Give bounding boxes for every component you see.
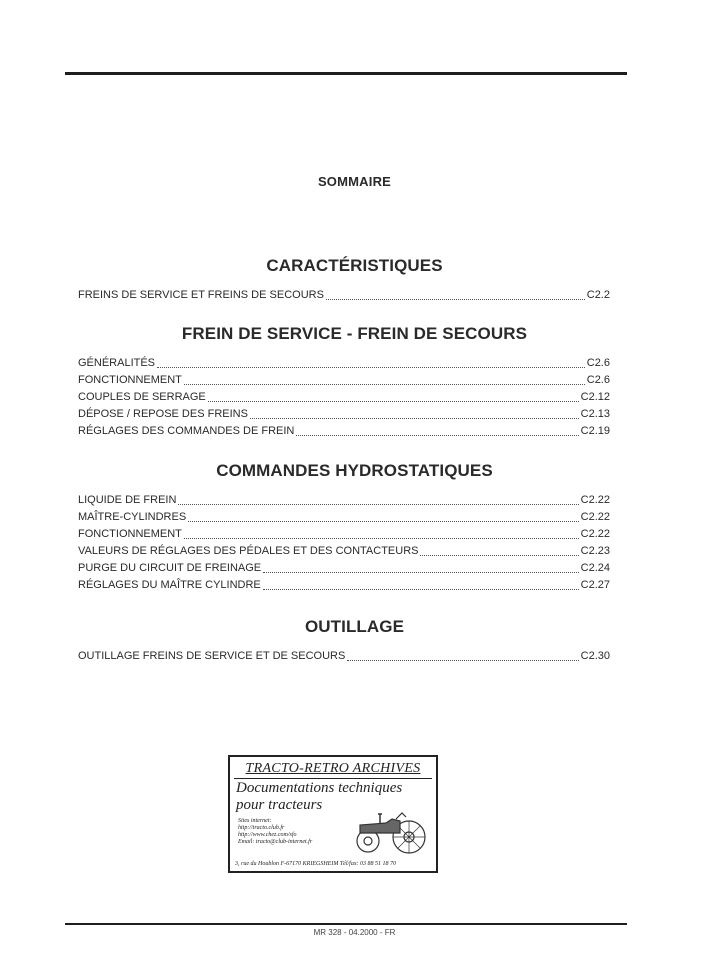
- toc-entry-page: C2.23: [580, 545, 610, 557]
- toc-entry: [78, 528, 610, 542]
- archive-stamp: [228, 755, 438, 873]
- section-heading: CARACTÉRISTIQUES: [266, 256, 443, 275]
- toc-entry: [78, 374, 610, 388]
- section-caracteristiques: [0, 256, 709, 276]
- section-frein-de-service: [0, 324, 709, 344]
- stamp-sites-label: Sites internet:: [238, 818, 272, 824]
- toc-entry-page: C2.22: [580, 511, 610, 523]
- stamp-title: TRACTO-RETRO ARCHIVES: [234, 760, 432, 779]
- stamp-tagline-1: Documentations techniques: [236, 780, 403, 796]
- toc-entry-page: C2.30: [580, 650, 610, 662]
- toc-entry-label: FONCTIONNEMENT: [78, 374, 182, 386]
- toc-entry-page: C2.6: [586, 357, 610, 369]
- stamp-tagline-2: pour tracteurs: [236, 797, 323, 813]
- toc-entry: [78, 494, 610, 508]
- toc-entry-page: C2.12: [580, 391, 610, 403]
- toc-entry: [78, 650, 610, 664]
- toc-entry-label: FREINS DE SERVICE ET FREINS DE SECOURS: [78, 289, 324, 301]
- top-rule: [65, 72, 627, 75]
- toc-entry-page: C2.13: [580, 408, 610, 420]
- document-code: MR 328 - 04.2000 - FR: [313, 928, 396, 937]
- toc-entry: [78, 511, 610, 525]
- toc-entry-label: OUTILLAGE FREINS DE SERVICE ET DE SECOURS: [78, 650, 346, 662]
- toc-entry: [78, 579, 610, 593]
- dot-leader: [263, 563, 578, 573]
- dot-leader: [250, 409, 579, 419]
- toc-entry: [78, 562, 610, 576]
- dot-leader: [178, 495, 578, 505]
- stamp-site-1: http://tracto.club.fr: [238, 825, 285, 831]
- dot-leader: [296, 426, 578, 436]
- toc-entry-page: C2.19: [580, 425, 610, 437]
- toc-entry-label: PURGE DU CIRCUIT DE FREINAGE: [78, 562, 262, 574]
- tractor-front-hub: [364, 837, 372, 845]
- toc-entry-label: DÉPOSE / REPOSE DES FREINS: [78, 408, 248, 420]
- toc-entry-page: C2.24: [580, 562, 610, 574]
- tractor-icon: [352, 811, 428, 855]
- dot-leader: [188, 512, 578, 522]
- section-outillage: [0, 617, 709, 637]
- toc-entry: [78, 289, 610, 303]
- toc-entry-label: RÉGLAGES DU MAÎTRE CYLINDRE: [78, 579, 261, 591]
- toc-entry-label: FONCTIONNEMENT: [78, 528, 182, 540]
- stamp-site-2: http://www.chez.com/sfo: [238, 832, 297, 838]
- section-heading: FREIN DE SERVICE - FREIN DE SECOURS: [181, 324, 528, 343]
- dot-leader: [263, 580, 579, 590]
- section-commandes-hydrostatiques: [0, 461, 709, 481]
- dot-leader: [184, 375, 585, 385]
- stamp-address: 3, rue du Houblon F-67170 KRIEGSHEIM Tél/fax: 03 88 51 18 70: [235, 861, 396, 867]
- toc-entry-page: C2.22: [580, 528, 610, 540]
- dot-leader: [157, 358, 585, 368]
- page-title: SOMMAIRE: [317, 174, 392, 189]
- toc-entry: [78, 391, 610, 405]
- toc-entry-page: C2.22: [580, 494, 610, 506]
- dot-leader: [347, 651, 578, 661]
- dot-leader: [326, 290, 585, 300]
- toc-entry-label: VALEURS DE RÉGLAGES DES PÉDALES ET DES CONTACTEURS: [78, 545, 419, 557]
- toc-entry: [78, 425, 610, 439]
- toc-entry-label: LIQUIDE DE FREIN: [78, 494, 177, 506]
- toc-entry-label: MAÎTRE-CYLINDRES: [78, 511, 187, 523]
- section-heading: COMMANDES HYDROSTATIQUES: [216, 461, 493, 480]
- toc-entry-label: GÉNÉRALITÉS: [78, 357, 156, 369]
- toc-entry: [78, 408, 610, 422]
- bottom-rule: [65, 923, 627, 925]
- stamp-email: Email: tracto@club-internet.fr: [238, 839, 313, 845]
- tractor-exhaust: [378, 814, 382, 823]
- toc-entry-page: C2.27: [580, 579, 610, 591]
- dot-leader: [208, 392, 579, 402]
- dot-leader: [184, 529, 579, 539]
- toc-entry-page: C2.2: [586, 289, 610, 301]
- dot-leader: [420, 546, 578, 556]
- toc-entry-label: COUPLES DE SERRAGE: [78, 391, 206, 403]
- tractor-steering: [396, 813, 406, 819]
- toc-entry: [78, 545, 610, 559]
- toc-entry-label: RÉGLAGES DES COMMANDES DE FREIN: [78, 425, 295, 437]
- toc-entry: [78, 357, 610, 371]
- section-heading: OUTILLAGE: [304, 617, 405, 636]
- toc-entry-page: C2.6: [586, 374, 610, 386]
